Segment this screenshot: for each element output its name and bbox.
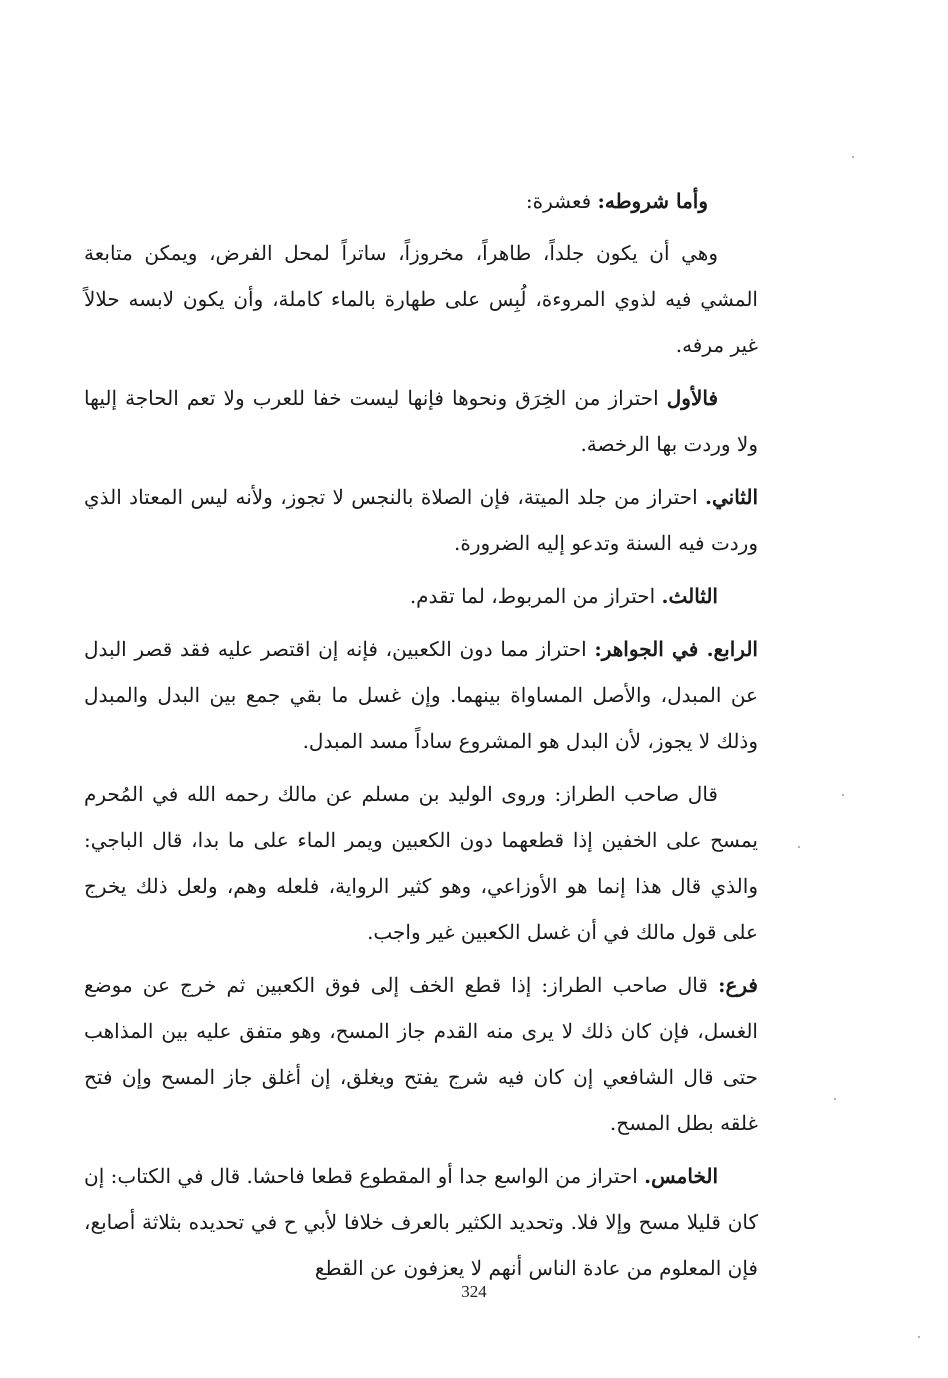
scan-speck [852,156,854,158]
scan-speck [834,1098,836,1100]
paragraph-text: احتراز مما دون الكعبين، فإنه إن اقتصر عليه فقد قصر البدل عن المبدل، والأصل المساواة بينهما. وإن غسل ما بقي جمع بين البدل والمبدل وذلك لا يجوز، لأن البدل هو المشروع ساداً مسد المبدل. [84,637,758,753]
paragraph-taraz-quote [84,771,758,955]
scan-speck [798,846,800,848]
paragraph-third [84,573,758,619]
paragraph-lead: الخامس. [644,1164,718,1188]
paragraph-fourth [84,626,758,764]
paragraph-text: قال صاحب الطراز: إذا قطع الخف إلى فوق الكعبين ثم خرج عن موضع الغسل، فإن كان ذلك لا يرى منه القدم جاز المسح، وهو متفق عليه بين المذاهب حتى قال الشافعي إن كان فيه شرج يفتح ويغلق، إن أغلق جاز المسح وإن فتح غلقه بطل المسح. [84,973,758,1135]
scan-speck [918,1336,920,1338]
paragraph-lead: الثالث. [661,584,718,608]
paragraph-second [84,474,758,566]
paragraph-conditions [84,230,758,368]
paragraph-text: احتراز من المربوط، لما تقدم. [409,584,662,608]
paragraph-text: وهي أن يكون جلداً، طاهراً، مخروزاً، ساتراً لمحل الفرض، ويمكن متابعة المشي فيه لذوي المروءة، لُبِس على طهارة بالماء كاملة، وأن يكون لابسه حلالاً غير مرفه. [84,241,758,357]
paragraph-lead: فرع: [718,973,758,997]
paragraph-text: قال صاحب الطراز: وروى الوليد بن مسلم عن مالك رحمه الله في المُحرم يمسح على الخفين إذا قطعهما دون الكعبين ويمر الماء على ما بدا، قال الباجي: والذي قال هذا إنما هو الأوزاعي، وهو كثير الرواية، فلعله وهم، ولعل ذلك يخرج على قول مالك في أن غسل الكعبين غير واجب. [84,782,758,944]
page-number: 324 [461,1282,487,1301]
heading-rest: فعشرة: [525,189,598,213]
section-heading [84,178,758,224]
paragraph-text: احتراز من الخِرَق ونحوها فإنها ليست خفا للعرب ولا تعم الحاجة إليها ولا وردت بها الرخصة. [84,386,758,456]
paragraph-lead: الثاني. [705,485,758,509]
paragraph-first [84,375,758,467]
paragraph-branch [84,962,758,1146]
paragraph-text: احتراز من الواسع جدا أو المقطوع قطعا فاحشا. قال في الكتاب: إن كان قليلا مسح وإلا فلا. وتحديد الكثير بالعرف خلافا لأبي ح في تحديده بثلاثة أصابع، فإن المعلوم من عادة الناس أنهم لا يعزفون عن القطع [84,1164,758,1280]
scan-speck [842,794,844,796]
paragraph-lead: الرابع. في الجواهر: [594,637,758,661]
page-body [84,178,758,1298]
paragraph-fifth [84,1153,758,1291]
heading-lead: وأما شروطه: [597,189,708,213]
paragraph-lead: فالأول [666,386,718,410]
paragraph-text: احتراز من جلد الميتة، فإن الصلاة بالنجس لا تجوز، ولأنه ليس المعتاد الذي وردت فيه السنة وتدعو إليه الضرورة. [84,485,758,555]
